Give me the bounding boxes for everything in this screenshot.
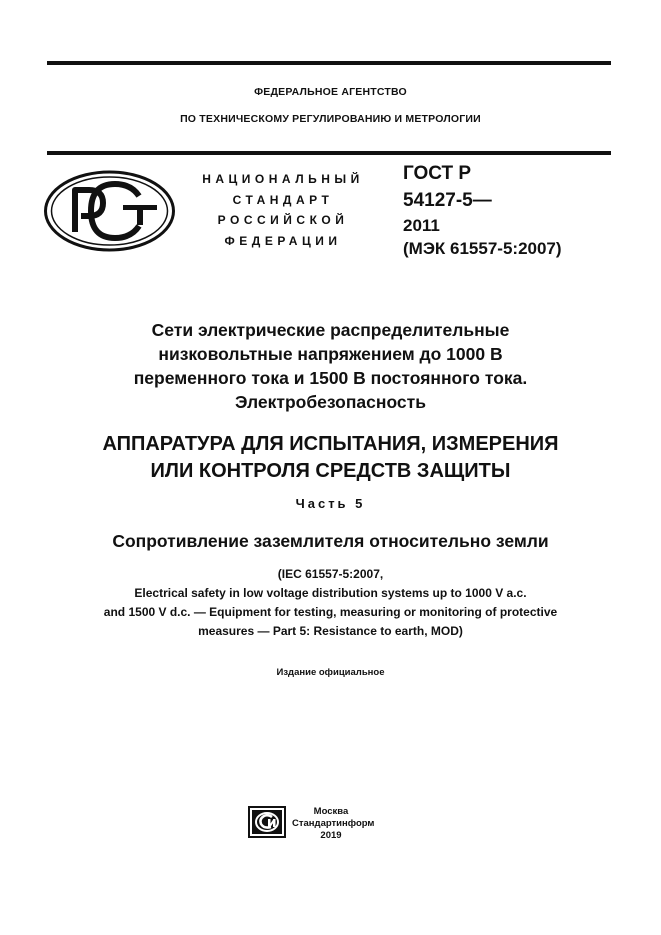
agency-line-1: ФЕДЕРАЛЬНОЕ АГЕНТСТВО [254,86,407,98]
title-line: переменного тока и 1500 В постоянного тока. [133,368,528,388]
document-general-title [0,318,661,414]
middle-rule [47,151,611,155]
iec-line: and 1500 V d.c. — Equipment for testing, measuring or monitoring of protective [103,605,558,619]
publisher-city: Москва [313,806,349,817]
title-line: Электробезопасность [235,392,426,412]
gost-prefix: ГОСТ Р [403,163,472,184]
publisher-name: Стандартинформ [292,818,375,829]
main-title-line: ИЛИ КОНТРОЛЯ СРЕДСТВ ЗАЩИТЫ [150,460,511,482]
agency-line-2: ПО ТЕХНИЧЕСКОМУ РЕГУЛИРОВАНИЮ И МЕТРОЛОГИИ [180,113,481,125]
iec-line: Electrical safety in low voltage distribution systems up to 1000 V a.c. [134,586,527,600]
gost-year: 2011 [403,216,440,235]
publisher-block [292,806,375,842]
part-number: Часть 5 [295,496,366,511]
gost-iec-reference: (МЭК 61557-5:2007) [403,239,562,258]
rst-logo-icon [43,170,176,252]
standard-type [195,169,371,251]
gost-designation [403,160,562,260]
standard-type-line: НАЦИОНАЛЬНЫЙ [202,172,364,186]
edition-label: Издание официальное [276,667,385,678]
top-rule [47,61,611,65]
document-subtitle: Сопротивление заземлителя относительно земли [112,531,549,551]
iec-line: measures — Part 5: Resistance to earth, MOD) [198,624,463,638]
standard-type-line: РОССИЙСКОЙ [217,213,349,227]
standard-type-line: СТАНДАРТ [232,192,334,207]
title-line: Сети электрические распределительные [151,320,510,340]
standartinform-logo-icon [248,806,286,838]
iec-reference [0,565,661,641]
publisher-year: 2019 [320,830,342,841]
main-title-line: АППАРАТУРА ДЛЯ ИСПЫТАНИЯ, ИЗМЕРЕНИЯ [102,433,559,455]
document-main-title [0,431,661,485]
iec-line: (IEC 61557-5:2007, [277,567,384,581]
gost-number: 54127-5— [403,190,492,211]
standard-type-line: ФЕДЕРАЦИИ [224,233,342,248]
title-line: низковольтные напряжением до 1000 В [158,344,503,364]
